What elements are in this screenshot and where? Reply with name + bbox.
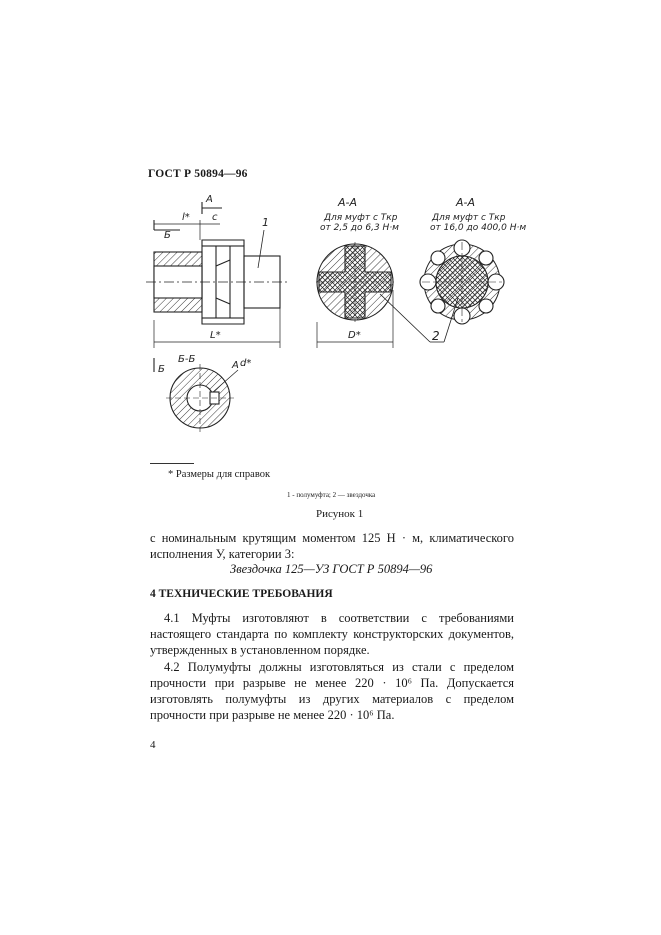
paragraph-intro: с номинальным крутящим моментом 125 Н · м, климатического исполнения У, категории 3: bbox=[150, 531, 514, 561]
footnote-divider bbox=[150, 463, 194, 464]
callout-1: 1 bbox=[262, 216, 269, 229]
label-diameter-d: d* bbox=[240, 358, 252, 369]
label-length-l: l* bbox=[182, 212, 190, 223]
note-right-line1: Для муфт с Tкр bbox=[432, 213, 506, 223]
label-length-c: c bbox=[212, 212, 218, 223]
paragraph-4-1: 4.1 Муфты изготовляют в соответствии с требованиями настоящего стандарта по комплекту конструкторских документов, утвержденных в установленном порядке. bbox=[150, 611, 514, 657]
label-section-bb: Б-Б bbox=[178, 354, 196, 365]
label-section-b: Б bbox=[164, 230, 171, 241]
label-diameter-D: D* bbox=[348, 330, 361, 341]
callout-2: 2 bbox=[432, 329, 440, 343]
section-aa-right-view bbox=[420, 240, 504, 342]
section-aa-right-title: А-А bbox=[456, 196, 476, 209]
product-designation: Звездочка 125—УЗ ГОСТ Р 50894—96 bbox=[230, 562, 433, 576]
technical-drawing-figure-1 bbox=[140, 190, 530, 460]
note-left-line1: Для муфт с Tкр bbox=[324, 213, 398, 223]
document-header: ГОСТ Р 50894—96 bbox=[148, 168, 248, 180]
note-right-line2: от 16,0 до 400,0 Н·м bbox=[430, 223, 527, 233]
section-bb-view bbox=[154, 358, 238, 432]
label-section-a: А bbox=[206, 194, 213, 205]
note-left-line2: от 2,5 до 6,3 Н·м bbox=[320, 223, 399, 233]
figure-caption: Рисунок 1 bbox=[316, 508, 364, 520]
page-number: 4 bbox=[150, 739, 156, 751]
paragraph-4-2: 4.2 Полумуфты должны изготовляться из стали с пределом прочности при разрыве не менее 220 · 10⁶ Па. Допускается изготовлять полумуфты из других материалов с пределом прочности при разрыве не менее 220 · 10⁶ Па. bbox=[150, 660, 514, 722]
label-section-b-2: Б bbox=[158, 364, 165, 375]
section-aa-left-title: А-А bbox=[338, 196, 358, 209]
figure-legend: 1 - полумуфта; 2 — звездочка bbox=[287, 491, 376, 499]
label-length-L: L* bbox=[210, 330, 221, 341]
section-aa-left-view bbox=[316, 242, 444, 348]
figure-footnote: * Размеры для справок bbox=[168, 469, 271, 480]
section-heading: 4 ТЕХНИЧЕСКИЕ ТРЕБОВАНИЯ bbox=[150, 588, 333, 600]
label-section-a-2: А bbox=[232, 360, 239, 371]
